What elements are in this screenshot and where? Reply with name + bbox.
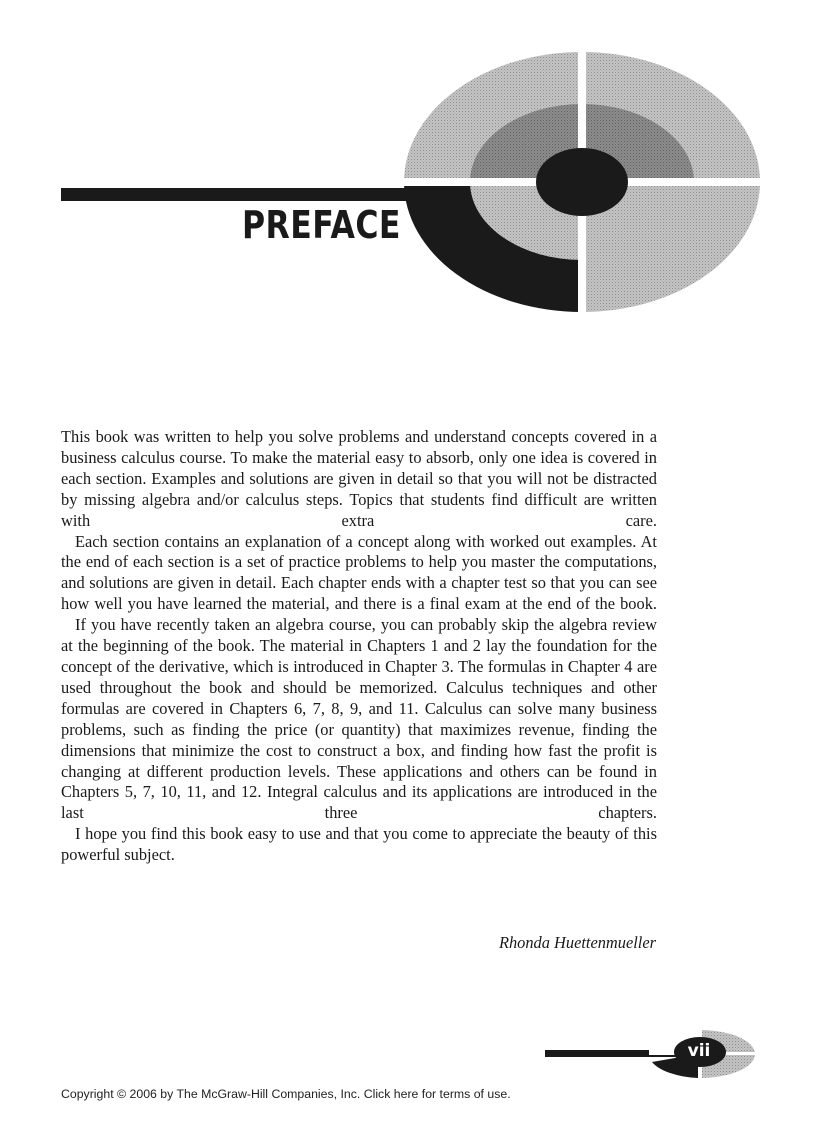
paragraph: Each section contains an explanation of a concept along with worked out examples. At the end of each section is a set of practice problems to help you master the computations, and solutions are given in detail. Each chapter ends with a chapter test so that you can see how well you have learned the material, and there is a final exam at the end of the book. — [61, 531, 657, 614]
page-number-graphic — [540, 1020, 770, 1100]
author-signature: Rhonda Huettenmueller — [498, 933, 656, 952]
paragraph: If you have recently taken an algebra course, you can probably skip the algebra review at the beginning of the book. The material in Chapters 1 and 2 lay the foundation for the concept of the derivative, which is introduced in Chapter 3. The formulas in Chapter 4 are used throughout the book and should be memorized. Calculus techniques and other formulas are covered in Chapters 6, 7, 8, 9, and 11. Calculus can solve many business problems, such as finding the price (or quantity) that maximizes revenue, finding the dimensions that minimize the cost to construct a box, and finding how fast the profit is changing at different production levels. These applications and others can be found in Chapters 5, 7, 10, 11, and 12. Integral calculus and its applications are introduced in the last three chapters. — [61, 615, 657, 823]
page-number: vii — [687, 1041, 711, 1061]
paragraph: This book was written to help you solve problems and understand concepts covered in a business calculus course. To make the material easy to absorb, only one idea is covered in each section. Examples and solutions are given in detail so that you will not be distracted by missing algebra and/or calculus steps. Topics that students find difficult are written with extra care. — [61, 427, 657, 530]
preface-body — [61, 427, 657, 866]
page-title: PREFACE — [242, 203, 401, 247]
paragraph: I hope you find this book easy to use and that you come to appreciate the beauty of this powerful subject. — [61, 824, 657, 865]
copyright-notice[interactable]: Copyright © 2006 by The McGraw-Hill Companies, Inc. Click here for terms of use. — [61, 1087, 511, 1101]
chapter-header-graphic — [0, 0, 816, 340]
